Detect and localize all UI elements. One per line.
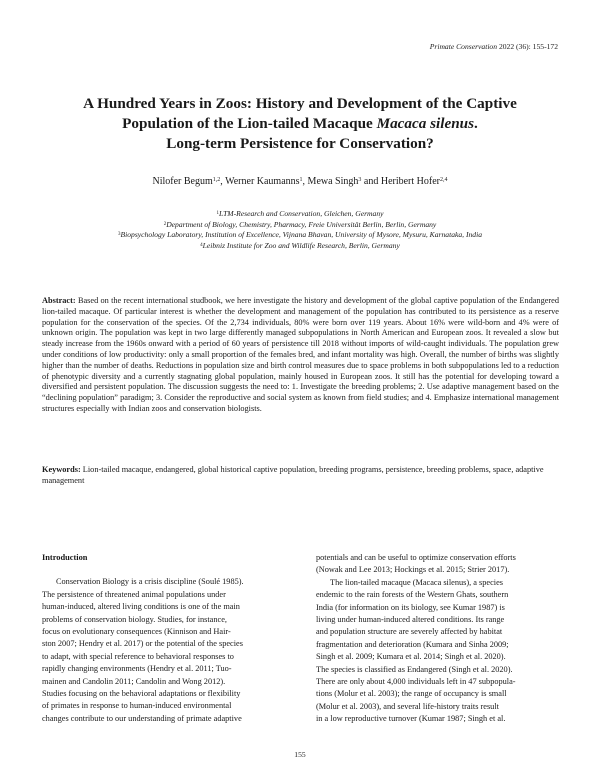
body-text-line: mainen and Candolin 2011; Candolin and Wong 2012). <box>42 676 226 686</box>
affiliation-text: Leibniz Institute for Zoo and Wildlife Research, Berlin, Germany <box>202 240 400 250</box>
body-text-line: problems of conservation biology. Studies, for instance, <box>42 614 227 624</box>
abstract-label: Abstract: <box>42 296 76 305</box>
author-separator: , <box>220 176 226 187</box>
affiliation-line <box>0 230 600 241</box>
affiliation-mark: 2 <box>163 221 167 227</box>
affiliation-line <box>0 220 600 231</box>
body-text-line: rapidly changing environments (Hendry et al. 2011; Tuo- <box>42 664 232 674</box>
affiliation-mark: 1 <box>216 211 219 216</box>
right-column <box>316 552 559 726</box>
affiliation-text: LTM-Research and Conservation, Gleichen, Germany <box>219 209 384 218</box>
author-affiliation-mark: 2,4 <box>439 177 448 183</box>
author-name: Heribert Hofer <box>380 176 440 187</box>
body-text-line: in a low reproductive turnover (Kumar 1987; Singh et al. <box>316 714 506 724</box>
body-text-line: The lion-tailed macaque (Macaca silenus), a species <box>330 577 504 587</box>
author-affiliation-mark: 1,2 <box>212 177 221 183</box>
body-text-line: tions (Molur et al. 2003); the range of occupancy is small <box>316 689 507 699</box>
body-text-line: (Molur et al. 2003), and several life-history traits result <box>316 701 499 711</box>
article-title <box>30 94 570 154</box>
author-affiliation-mark: 3 <box>358 177 362 183</box>
author-name: Werner Kaumanns <box>225 176 300 187</box>
author-separator: , <box>302 176 308 187</box>
body-text-line: changes contribute to our understanding of primate adaptive <box>42 713 242 723</box>
title-line-2-text: Population of the Lion-tailed Macaque <box>122 115 377 132</box>
body-text-line: to adapt, with special reference to behavioral responses to <box>42 651 234 661</box>
journal-name: Primate Conservation <box>429 42 498 51</box>
title-line-2-period: . <box>474 115 478 132</box>
running-head <box>430 42 558 51</box>
body-text-line: ston 2007; Hendry et al. 2017) or the potential of the species <box>42 639 243 649</box>
species-name: Macaca silenus <box>376 115 475 132</box>
author-list <box>0 176 600 187</box>
affiliation-mark: 3 <box>118 232 121 237</box>
author-name: Nilofer Begum <box>152 176 213 187</box>
affiliations <box>0 209 600 251</box>
body-text-line: There are only about 4,000 individuals left in 47 subpopula- <box>316 677 516 687</box>
affiliation-line <box>0 209 600 220</box>
body-text-line: Singh et al. 2009; Kumara et al. 2014; Singh et al. 2020). <box>316 652 506 662</box>
affiliation-text: Biopsychology Laboratory, Institution of Excellence, Vijnana Bhavan, University of Mysore, Mysuru, Karnataka, India <box>120 230 482 239</box>
keywords-text: Lion-tailed macaque, endangered, global historical captive population, breeding programs, persistence, breeding problems, space, adaptive management <box>42 465 544 485</box>
abstract <box>42 296 559 415</box>
abstract-text: Based on the recent international studbook, we here investigate the history and development of the global captive population of the Endangered lion-tailed macaque. Of particular interest is whether the development and management of the population has contributed to its persistence as a reserve population for the conservation of the species. Of the 2,734 individuals, 80% were born over 119 years. About 16% were wild-born and 4% were of unknown origin. The population was kept in two large differently managed subpopulations in North American and European zoos. It revealed a slow but steady increase from the 1960s onward with a period of 60 years of persistence till 2018 without imports of wild-caught individuals. The population grew under conditions of low productivity: only a small proportion of the females bred, and infant mortality was high. Overall, the number of births was slightly higher than the number of deaths. Reductions in population size and birth control measures due to space problems in both subpopulations led to a reduction of phenotypic diversity and a currently stagnating global population, mainly housed in European zoos. It still has the potential for developing toward a diversified and persistent population. The discussion suggests the need to: 1. Investigate the breeding problems; 2. Use adaptive management based on the “declining population” paradigm; 3. Consider the reproductive and social system as known from field studies; and 4. Emphasize international management structures especially with Indian zoos and conservation biologists. <box>42 296 559 413</box>
body-text-line: (Nowak and Lee 2013; Hockings et al. 2015; Strier 2017). <box>316 565 510 575</box>
journal-citation: 2022 (36): 155-172 <box>498 42 558 51</box>
affiliation-mark: 4 <box>200 242 203 248</box>
author-affiliation-mark: 1 <box>299 177 303 183</box>
affiliation-line <box>0 241 600 252</box>
body-text-line: Studies focusing on the behavioral adaptations or flexibility <box>42 689 241 699</box>
keywords <box>42 465 559 487</box>
author-name: Mewa Singh <box>307 176 359 187</box>
body-text-line: Conservation Biology is a crisis discipline (Soulé 1985). <box>56 577 244 587</box>
affiliation-text: Department of Biology, Chemistry, Pharmacy, Freie Universität Berlin, Berlin, Germany <box>166 219 437 229</box>
body-text-line: of primates in response to human-induced environmental <box>42 701 232 711</box>
body-text-line: potentials and can be useful to optimize conservation efforts <box>316 553 516 562</box>
title-line-1: A Hundred Years in Zoos: History and Development of the Captive <box>83 95 517 112</box>
body-text-line: and population structure are severely affected by habitat <box>316 627 503 637</box>
body-text-line: fragmentation and deterioration (Kumara and Sinha 2009; <box>316 639 509 649</box>
page-number: 155 <box>294 750 306 759</box>
body-text-line: living under human-induced altered conditions. Its range <box>316 615 505 625</box>
body-text-line: endemic to the rain forests of the Western Ghats, southern <box>316 590 509 600</box>
author-separator: and <box>361 176 381 187</box>
body-text-line: The species is classified as Endangered (Singh et al. 2020). <box>316 664 513 674</box>
title-line-2 <box>30 114 570 134</box>
body-text-line: India (for information on its biology, see Kumar 1987) is <box>316 602 505 612</box>
body-text-line: focus on evolutionary consequences (Kinnison and Hair- <box>42 627 231 637</box>
body-text-line: The persistence of threatened animal populations under <box>42 589 226 599</box>
section-heading-introduction: Introduction <box>42 553 88 562</box>
title-line-3: Long-term Persistence for Conservation? <box>166 135 434 152</box>
body-text-line: human-induced, altered living conditions is one of the main <box>42 602 240 612</box>
left-column <box>42 552 285 725</box>
keywords-label: Keywords: <box>42 465 81 474</box>
